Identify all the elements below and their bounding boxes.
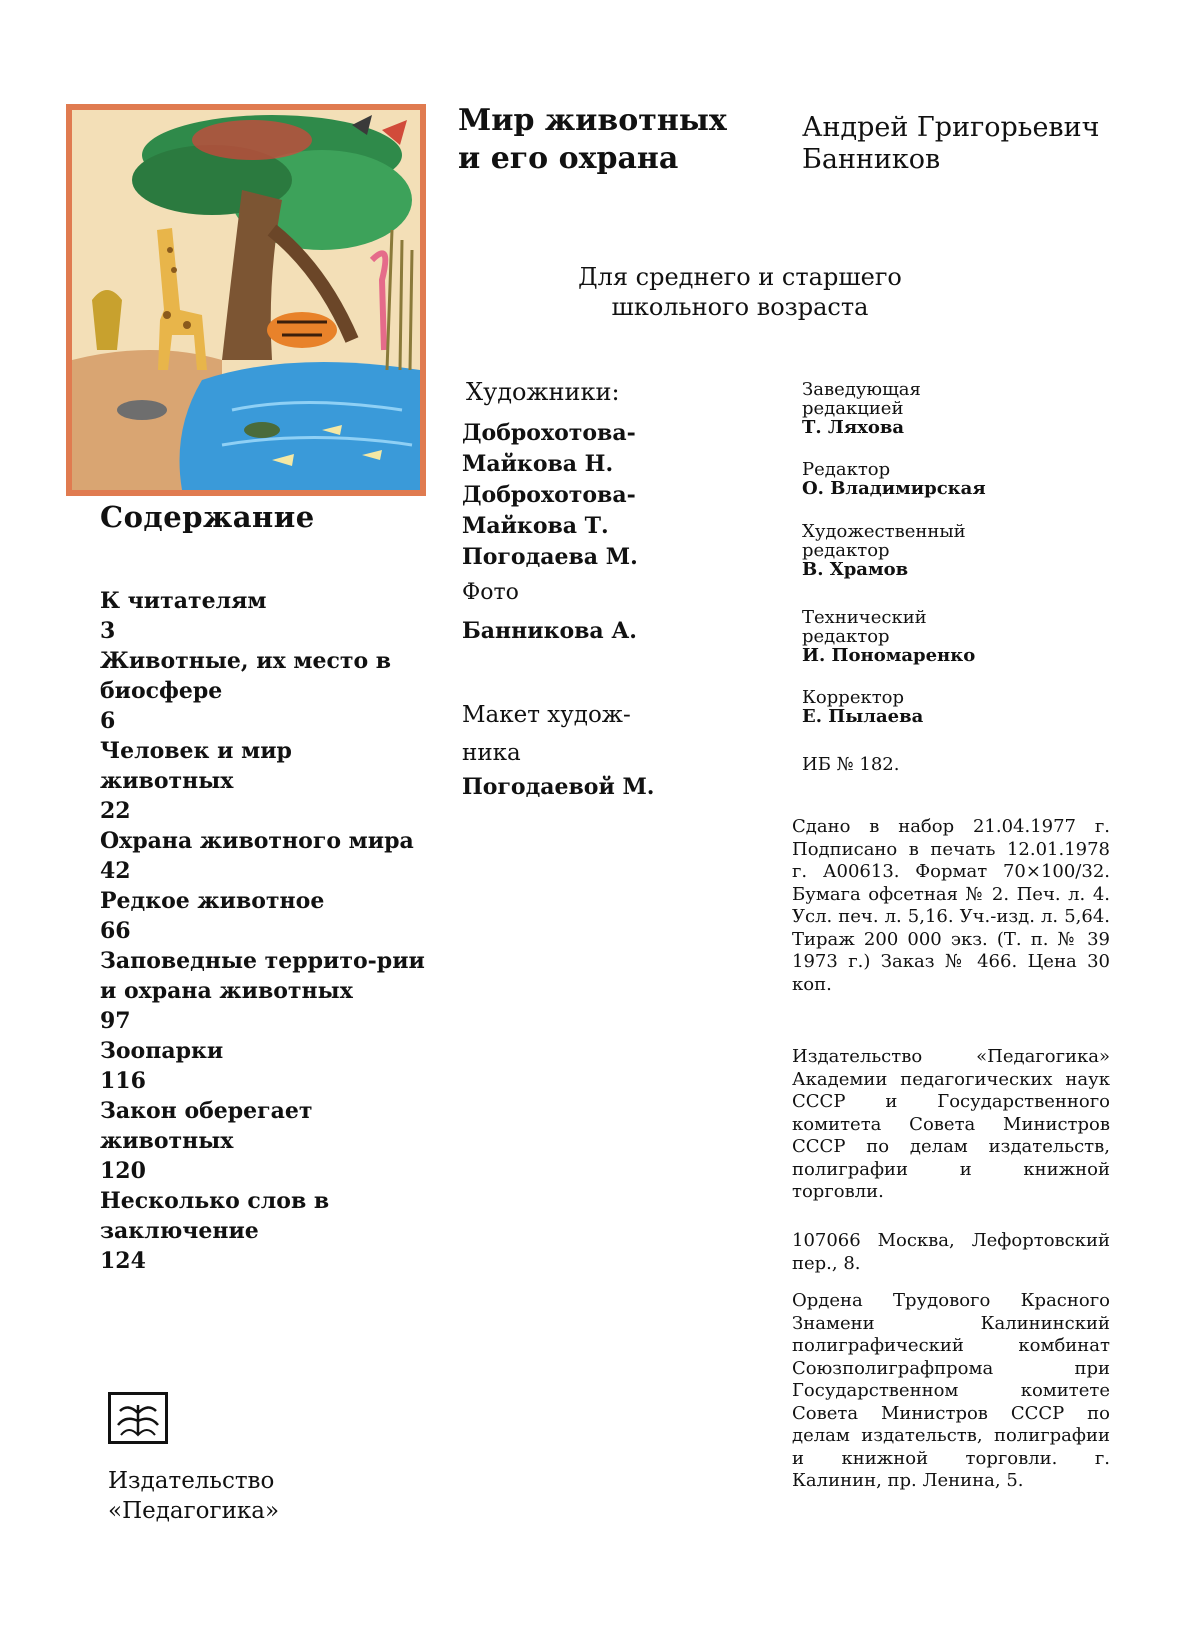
author-name xyxy=(802,112,1142,176)
layout-label-line: ника xyxy=(462,740,521,766)
staff-role: Корректор xyxy=(802,687,905,708)
author-line: Банников xyxy=(802,144,941,175)
toc-heading: Содержание xyxy=(100,500,315,534)
artist-line: Доброхотова- xyxy=(462,482,636,508)
ib-number: ИБ № 182. xyxy=(802,754,900,775)
toc-item xyxy=(100,826,430,886)
toc-item xyxy=(100,1036,430,1096)
staff-art-editor xyxy=(802,522,1122,579)
toc-item-title: Животные, их место в биосфере xyxy=(100,648,392,704)
toc-item xyxy=(100,1096,430,1186)
pedagogika-logo-icon xyxy=(108,1392,168,1444)
toc-item-page: 6 xyxy=(100,708,116,734)
publisher-line: Издательство xyxy=(108,1468,275,1494)
toc-list xyxy=(100,586,430,1276)
toc-item xyxy=(100,1186,430,1276)
imprint-print-info: Сдано в набор 21.04.1977 г. Подписано в печать 12.01.1978 г. А00613. Формат 70×100/32. Бумага офсетная № 2. Печ. л. 4. Усл. печ. л. 5,16. Уч.-изд. л. 5,64. Тираж 200 000 экз. (Т. п. № 39 1973 г.) Заказ № 466. Цена 30 коп. xyxy=(792,816,1110,995)
layout-name: Погодаевой М. xyxy=(462,774,655,800)
book-title xyxy=(458,102,758,178)
artist-line: Доброхотова- xyxy=(462,420,636,446)
artists-label: Художники: xyxy=(466,378,620,406)
cover-illustration xyxy=(66,104,426,496)
toc-item xyxy=(100,886,430,946)
toc-item-title: Охрана животного мира xyxy=(100,828,414,854)
staff-role: Заведующая xyxy=(802,379,921,400)
toc-item-page: 124 xyxy=(100,1248,146,1274)
toc-item-title: Человек и мир животных xyxy=(100,738,292,794)
toc-item-title: Несколько слов в заключение xyxy=(100,1188,330,1244)
title-line: Мир животных xyxy=(458,103,727,138)
author-line: Андрей Григорьевич xyxy=(802,112,1100,143)
toc-item-page: 42 xyxy=(100,858,131,884)
toc-item-title: К читателям xyxy=(100,588,267,614)
toc-item-title: Редкое животное xyxy=(100,888,325,914)
artist-line: Майкова Т. xyxy=(462,513,609,539)
staff-name: Е. Пылаева xyxy=(802,706,924,727)
staff-role: редактор xyxy=(802,540,890,561)
artist-line: Майкова Н. xyxy=(462,451,614,477)
audience-line: школьного возраста xyxy=(611,293,869,321)
imprint-publisher-info: Издательство «Педагогика» Академии педагогических наук СССР и Государственного комитета Совета Министров СССР по делам издательств, полиграфии и книжной торговли. xyxy=(792,1046,1110,1202)
audience-note xyxy=(540,262,940,322)
artist-line: Погодаева М. xyxy=(462,544,638,570)
staff-role: редакцией xyxy=(802,398,904,419)
layout-label xyxy=(462,696,702,772)
toc-item xyxy=(100,646,430,736)
audience-line: Для среднего и старшего xyxy=(578,263,902,291)
toc-item-page: 120 xyxy=(100,1158,146,1184)
staff-name: Т. Ляхова xyxy=(802,417,905,438)
staff-head-editor xyxy=(802,380,1122,437)
animals-tree-illustration-icon xyxy=(72,110,420,490)
staff-name: И. Пономаренко xyxy=(802,645,976,666)
toc-item xyxy=(100,586,430,646)
staff-name: В. Храмов xyxy=(802,559,909,580)
toc-item-title: Заповедные террито-рии и охрана животных xyxy=(100,948,425,1004)
imprint-printer-info: Ордена Трудового Красного Знамени Калининский полиграфический комбинат Союзполиграфпрома при Государственном комитете Совета Министров СССР по делам издательств, полиграфии и книжной торговли. г. Калинин, пр. Ленина, 5. xyxy=(792,1290,1110,1491)
toc-item-page: 3 xyxy=(100,618,116,644)
toc-item-page: 97 xyxy=(100,1008,131,1034)
staff-name: О. Владимирская xyxy=(802,478,986,499)
toc-item xyxy=(100,946,430,1036)
staff-role: Редактор xyxy=(802,459,891,480)
toc-item-page: 116 xyxy=(100,1068,146,1094)
photo-name: Банникова А. xyxy=(462,618,637,644)
artists-names xyxy=(462,418,762,573)
publisher-name xyxy=(108,1466,388,1526)
staff-editor xyxy=(802,460,1122,498)
staff-tech-editor xyxy=(802,608,1122,665)
staff-role: редактор xyxy=(802,626,890,647)
layout-label-line: Макет худож- xyxy=(462,702,631,728)
staff-role: Технический xyxy=(802,607,927,628)
toc-item-page: 22 xyxy=(100,798,131,824)
staff-role: Художественный xyxy=(802,521,966,542)
toc-item-page: 66 xyxy=(100,918,131,944)
photo-label: Фото xyxy=(462,580,519,605)
imprint-address: 107066 Москва, Лефортовский пер., 8. xyxy=(792,1230,1110,1274)
toc-item-title: Зоопарки xyxy=(100,1038,224,1064)
staff-proofreader xyxy=(802,688,1122,726)
toc-item xyxy=(100,736,430,826)
title-line: и его охрана xyxy=(458,141,679,176)
publisher-line: «Педагогика» xyxy=(108,1498,280,1524)
toc-item-title: Закон оберегает животных xyxy=(100,1098,313,1154)
